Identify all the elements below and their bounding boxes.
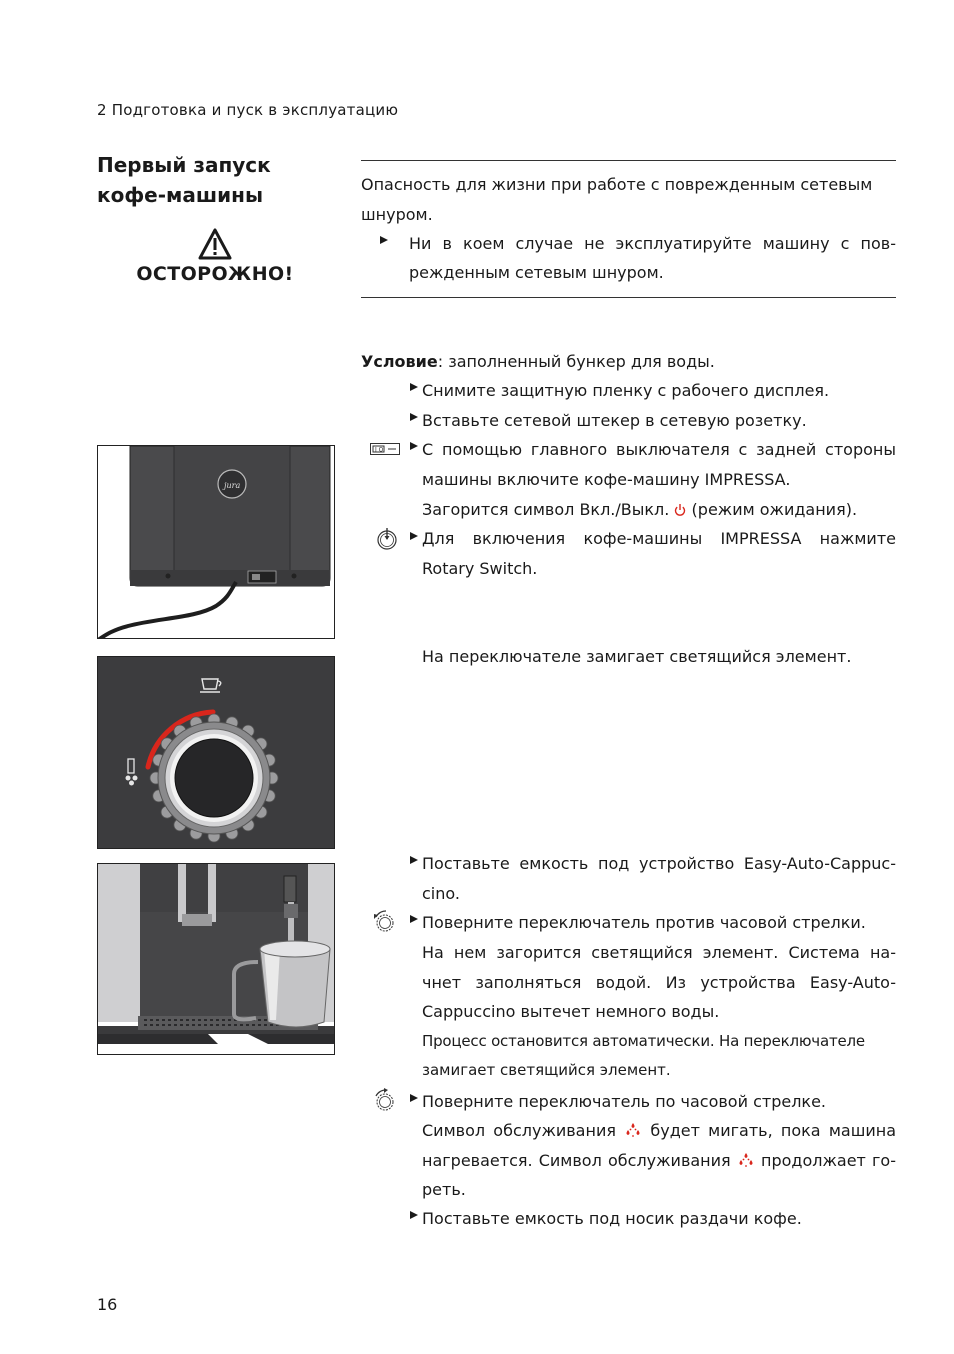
tray-slot xyxy=(150,1019,153,1021)
tray-slot xyxy=(258,1019,261,1021)
tray-slot xyxy=(144,1024,147,1026)
section-title xyxy=(97,150,337,210)
tray-slot xyxy=(216,1019,219,1021)
rotary-switch-illustration xyxy=(98,657,335,849)
tray-slot xyxy=(234,1024,237,1026)
tray-slot xyxy=(144,1019,147,1021)
step-3-line1: С помощью главного выключателя с задней стороны xyxy=(422,440,896,459)
step-4-result: На переключателе замигает светящийся элемент. xyxy=(422,647,852,666)
step-8: Поставьте емкость под носик раздачи кофе. xyxy=(422,1209,802,1228)
tray-slot xyxy=(270,1024,273,1026)
step-marker xyxy=(410,915,418,923)
tray-slot xyxy=(204,1019,207,1021)
step-3-line2: машины включите кофе-машину IMPRESSA. xyxy=(422,470,791,489)
step-2: Вставьте сетевой штекер в сетевую розетку. xyxy=(422,411,807,430)
tray-slot xyxy=(228,1024,231,1026)
tray-slot xyxy=(264,1024,267,1026)
condition-label: Условие xyxy=(361,352,438,371)
step-6-line3: чнет заполняться водой. Из устройства Easy-Auto- xyxy=(422,973,896,992)
machine-back-illustration xyxy=(98,446,335,639)
rotary-turn-ccw-icon xyxy=(372,909,398,935)
step-6-line4: Cappuccino вытечет немного воды. xyxy=(422,1002,720,1021)
tray-slot xyxy=(264,1019,267,1021)
section-title-line2: кофе-машины xyxy=(97,183,264,207)
power-symbol-icon xyxy=(674,503,686,517)
tray-slot xyxy=(258,1024,261,1026)
tray-slot xyxy=(192,1024,195,1026)
step-marker xyxy=(410,532,418,540)
figure-cappuccino-jug xyxy=(97,863,335,1055)
service-symbol-icon xyxy=(624,1122,642,1138)
step-7-line2-start: Символ обслуживания xyxy=(422,1121,625,1140)
step-3-line3 xyxy=(422,495,896,525)
tray-slot xyxy=(168,1024,171,1026)
condition-text: : заполненный бункер для воды. xyxy=(437,352,715,371)
warning-top-rule xyxy=(361,160,896,161)
warning-label: ОСТОРОЖНО! xyxy=(136,263,294,285)
tray-slot xyxy=(186,1024,189,1026)
warning-text-line1: Опасность для жизни при работе с поврежденным сетевым xyxy=(361,175,873,194)
tray-slot xyxy=(204,1024,207,1026)
tray-slot xyxy=(156,1024,159,1026)
step-7-line1: Поверните переключатель по часовой стрелке. xyxy=(422,1092,827,1111)
service-symbol-icon xyxy=(737,1152,755,1168)
tray-slot xyxy=(180,1019,183,1021)
tray-slot xyxy=(210,1024,213,1026)
svg-text:jura: jura xyxy=(224,481,241,490)
tray-slot xyxy=(192,1019,195,1021)
tray-slot xyxy=(180,1024,183,1026)
step-marker xyxy=(410,442,418,450)
condition-line xyxy=(361,347,896,377)
tray-slot xyxy=(162,1019,165,1021)
tray-slot xyxy=(228,1019,231,1021)
step-4-line1: Для включения кофе-машины IMPRESSA нажмите xyxy=(422,529,896,548)
page-number: 16 xyxy=(97,1295,118,1314)
tray-slot xyxy=(150,1024,153,1026)
cappuccino-illustration xyxy=(98,864,335,1055)
tray-slot xyxy=(174,1019,177,1021)
figure-rotary-switch xyxy=(97,656,335,849)
warning-text-line2: шнуром. xyxy=(361,205,433,224)
step-5-line1: Поставьте емкость под устройство Easy-Auto-Cappuc- xyxy=(422,854,896,873)
step-3-line3-start: Загорится символ Вкл./Выкл. xyxy=(422,500,675,519)
tray-slot xyxy=(240,1024,243,1026)
warning-bullet-line1: Ни в коем случае не эксплуатируйте машину с пов- xyxy=(409,234,896,253)
warning-bullet-line2: режденным сетевым шнуром. xyxy=(409,263,664,282)
step-marker xyxy=(410,1211,418,1219)
step-1: Снимите защитную пленку с рабочего дисплея. xyxy=(422,381,830,400)
step-7-line4: реть. xyxy=(422,1180,466,1199)
step-4-line2: Rotary Switch. xyxy=(422,559,538,578)
tray-slot xyxy=(252,1024,255,1026)
main-switch-icon xyxy=(370,443,400,455)
step-7-line2 xyxy=(422,1116,896,1146)
running-header: 2 Подготовка и пуск в эксплуатацию xyxy=(97,101,399,119)
step-marker xyxy=(410,856,418,864)
tray-slot xyxy=(246,1024,249,1026)
tray-slot xyxy=(156,1019,159,1021)
section-title-line1: Первый запуск xyxy=(97,153,271,177)
warning-triangle-icon xyxy=(198,228,232,260)
tray-slot xyxy=(216,1024,219,1026)
step-6-line6: замигает светящийся элемент. xyxy=(422,1061,671,1079)
step-7-line3-end: продолжает го- xyxy=(754,1151,896,1170)
svg-text:I O: I O xyxy=(375,446,384,454)
step-6-line2: На нем загорится светящийся элемент. Система на- xyxy=(422,943,896,962)
tray-slot xyxy=(162,1024,165,1026)
step-marker xyxy=(410,383,418,391)
step-7-line3-start: нагревается. Символ обслуживания xyxy=(422,1151,737,1170)
step-7-line2-end: будет мигать, пока машина xyxy=(642,1121,896,1140)
figure-machine-back xyxy=(97,445,335,639)
tray-slot xyxy=(222,1019,225,1021)
tray-slot xyxy=(186,1019,189,1021)
step-7-line3 xyxy=(422,1146,896,1176)
tray-slot xyxy=(222,1024,225,1026)
tray-slot xyxy=(210,1019,213,1021)
rotary-turn-cw-icon xyxy=(372,1088,398,1114)
step-marker xyxy=(410,1094,418,1102)
warning-bottom-rule xyxy=(361,297,896,298)
warning-bullet-marker xyxy=(380,236,388,244)
step-6-line5: Процесс остановится автоматически. На переключателе xyxy=(422,1032,865,1050)
rotary-press-icon xyxy=(375,527,399,551)
step-6-line1: Поверните переключатель против часовой стрелки. xyxy=(422,913,866,932)
tray-slot xyxy=(198,1024,201,1026)
step-marker xyxy=(410,413,418,421)
step-3-line3-end: (режим ожидания). xyxy=(686,500,858,519)
tray-slot xyxy=(168,1019,171,1021)
tray-slot xyxy=(174,1024,177,1026)
step-5-line2: cino. xyxy=(422,884,460,903)
tray-slot xyxy=(198,1019,201,1021)
